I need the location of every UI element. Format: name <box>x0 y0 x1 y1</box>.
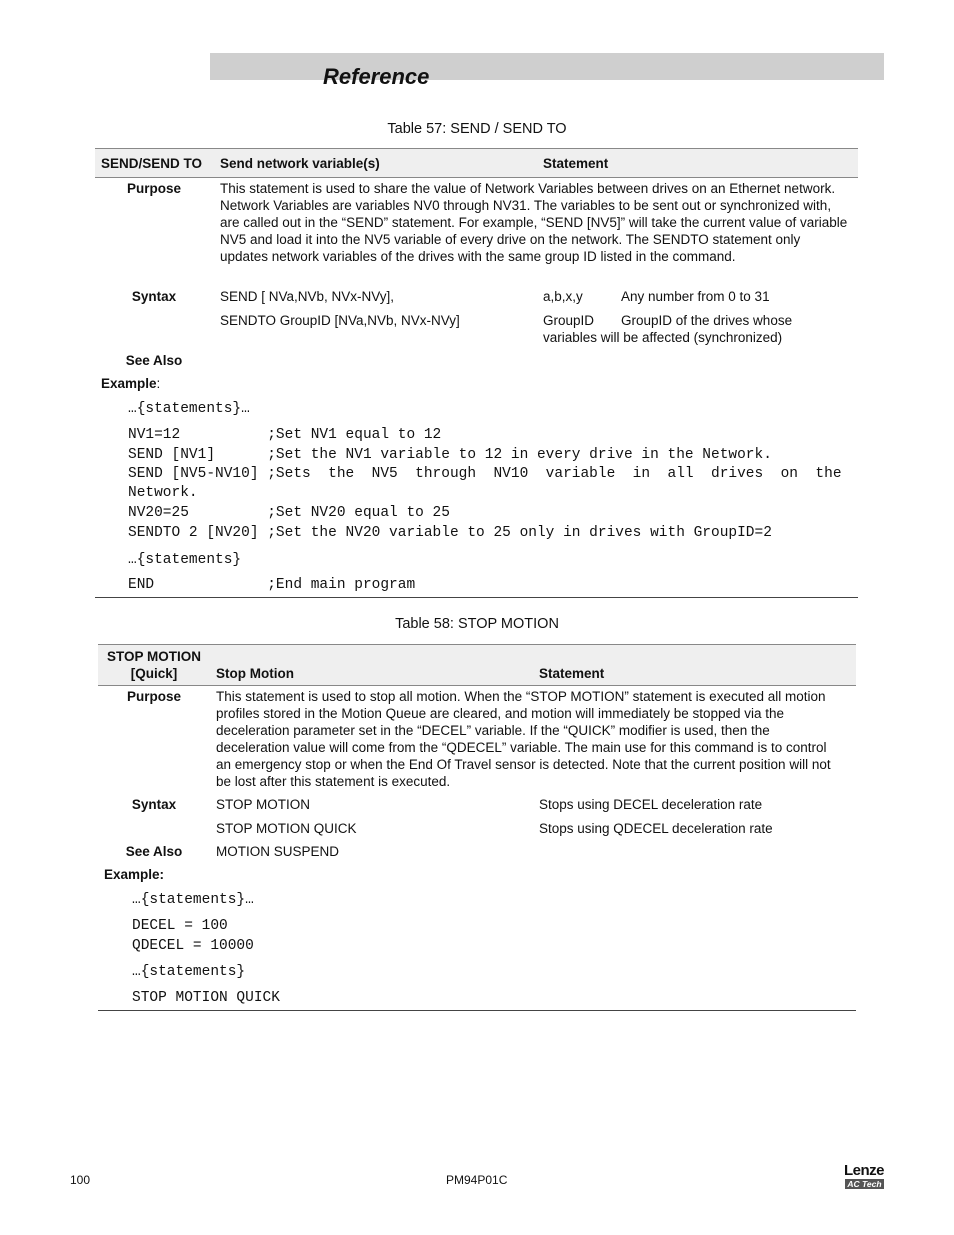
table57-caption: Table 57: SEND / SEND TO <box>387 121 567 137</box>
code-line: SENDTO 2 [NV20] ;Set the NV20 variable to 25 only in drives with GroupID=2 <box>128 525 772 541</box>
table57-syntax2-param: GroupID <box>543 313 595 328</box>
table57-head-col3: Statement <box>543 156 609 171</box>
table57-syntax1-desc: Any number from 0 to 31 <box>621 289 770 304</box>
table57-syntax2: SENDTO GroupID [NVa,NVb, NVx-NVy] <box>220 313 460 328</box>
code-line: QDECEL = 10000 <box>132 938 254 954</box>
doc-id: PM94P01C <box>446 1173 508 1187</box>
code-line: END ;End main program <box>128 577 416 593</box>
table58-syntax1: STOP MOTION <box>216 797 311 812</box>
table57-head-col2: Send network variable(s) <box>220 156 380 171</box>
header-bar <box>210 53 884 80</box>
table58-caption: Table 58: STOP MOTION <box>395 616 559 632</box>
code-line: NV20=25 ;Set NV20 equal to 25 <box>128 505 450 521</box>
table57-syntax2-desc2: variables will be affected (synchronized) <box>543 330 783 345</box>
table57-head-col1: SEND/SEND TO <box>101 156 203 171</box>
code-line: DECEL = 100 <box>132 918 228 934</box>
table58-syntax1-desc: Stops using DECEL deceleration rate <box>539 797 763 812</box>
table57-example-label <box>101 375 160 392</box>
page-number: 100 <box>70 1173 91 1187</box>
table58-syntax2: STOP MOTION QUICK <box>216 821 357 836</box>
table57-header <box>95 148 858 178</box>
table57-bottom-rule <box>95 597 858 598</box>
table57-syntax1: SEND [ NVa,NVb, NVx-NVy], <box>220 289 395 304</box>
table58-head-col2: Stop Motion <box>216 666 294 681</box>
table58-syntax-label: Syntax <box>131 797 177 812</box>
table58-head-col1a: STOP MOTION <box>106 649 201 664</box>
code-line: Network. <box>128 485 198 501</box>
table57-syntax1-param: a,b,x,y <box>543 289 583 304</box>
ac-tech-badge: AC Tech <box>845 1179 884 1189</box>
table58-purpose-label: Purpose <box>126 689 181 704</box>
table57-see-also-label: See Also <box>125 353 183 368</box>
table57-syntax2-desc1: GroupID of the drives whose <box>621 313 793 328</box>
code-line: …{statements}… <box>132 892 254 908</box>
table58-see-also: MOTION SUSPEND <box>216 844 340 859</box>
code-line: …{statements} <box>128 552 242 568</box>
table57-example-word: Example <box>101 376 157 391</box>
code-line: SEND [NV5-NV10] ;Sets the NV5 through NV10 variable in all drives on the <box>128 466 842 482</box>
code-line: NV1=12 ;Set NV1 equal to 12 <box>128 427 442 443</box>
table58-see-also-label: See Also <box>125 844 183 859</box>
table58-head-col3: Statement <box>539 666 605 681</box>
table58-syntax2-desc: Stops using QDECEL deceleration rate <box>539 821 773 836</box>
code-line: …{statements} <box>132 964 246 980</box>
page-title: Reference <box>323 64 430 89</box>
table58-head-col1b: [Quick] <box>130 666 178 681</box>
code-line: STOP MOTION QUICK <box>132 990 280 1006</box>
lenze-logo: Lenze <box>844 1162 885 1179</box>
code-line: SEND [NV1] ;Set the NV1 variable to 12 in every drive in the Network. <box>128 447 772 463</box>
table57-example-colon: : <box>156 376 161 391</box>
table58-purpose-text: This statement is used to stop all motion. When the “STOP MOTION” statement is executed all motion profiles stored in the Motion Queue are cleared, and motion will immediately be stopped via the deceleration parameter set in the “DECEL” variable. If the “QUICK” modifier is used, then the deceleration value will come from the “QDECEL” variable. The main use for this command is to control an emergency stop or when the End Of Travel sensor is detected. Note that the current position will not be lost after this statement is executed. <box>216 689 831 789</box>
table57-purpose-label: Purpose <box>126 181 181 196</box>
table58-bottom-rule <box>98 1010 856 1011</box>
table58-example-label: Example: <box>104 867 165 882</box>
table57-purpose-text: This statement is used to share the value of Network Variables between drives on an Ethernet network. Network Variables are variables NV0 through NV31. The variables to be sent out or synchronized with, are called out in the “SEND” statement. For example, “SEND [NV5]” will take the current value of variable NV5 and load it into the NV5 variable of every drive on the network. The SENDTO statement only updates network variables of the drives with the same group ID listed in the command. <box>220 181 848 264</box>
code-line: …{statements}… <box>128 401 250 417</box>
table57-syntax-label: Syntax <box>131 289 177 304</box>
table58-header <box>98 644 856 686</box>
